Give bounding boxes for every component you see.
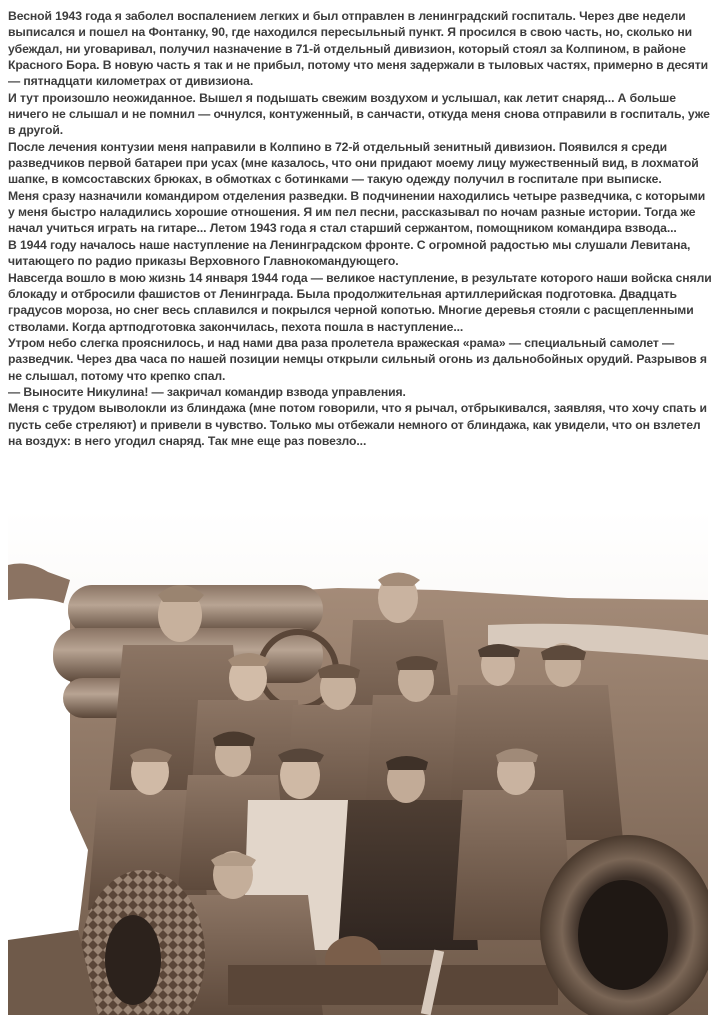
paragraph: Навсегда вошло в мою жизнь 14 января 1944 года — великое наступление, в результате которого наши войска сняли блокаду и отбросили фашистов от Ленинграда. Была продолжительная артиллерийская подготовка. Двадцать градусов мороза, но снег весь сплавился и покрылся черной копотью. Многие деревья стояли с расщепленными стволами. Когда артподготовка закончилась, пехота пошла в наступление...	[8, 270, 712, 334]
right-wheel-hub	[578, 880, 668, 990]
gun-chassis	[228, 965, 558, 1005]
paragraph: После лечения контузии меня направили в Колпино в 72-й отдельный зенитный дивизион. Появился я среди разведчиков первой батареи при усах (мне казалось, что они придают моему лицу мужественный вид, в лохматой шапке, в комсоставских брюках, в обмотках с ботинками — такую одежду получил в госпитале при выписке.	[8, 139, 699, 187]
soldiers-group-photo	[8, 510, 708, 1015]
paragraph: И тут произошло неожиданное. Вышел я подышать свежим воздухом и услышал, как летит снаряд... А больше ничего не слышал и не помнил — очнулся, контуженный, в санчасти, откуда меня снова отправили в госпиталь, уже в другой.	[8, 90, 710, 138]
paragraph: В 1944 году началось наше наступление на Ленинградском фронте. С огромной радостью мы слушали Левитана, читающего по радио приказы Верховного Главнокомандующего.	[8, 237, 691, 269]
article-body	[8, 8, 714, 449]
paragraph: Утром небо слегка прояснилось, и над нами два раза пролетела вражеская «рама» — специальный самолет — разведчик. Через два часа по нашей позиции немцы открыли сильный огонь из дальнобойных орудий. Разрывов я не слышал, потому что крепко спал.	[8, 335, 707, 383]
historical-photo	[8, 510, 708, 1015]
paragraph: Меня сразу назначили командиром отделения разведки. В подчинении находились четыре разведчика, с которыми у меня быстро наладились хорошие отношения. Я им пел песни, рассказывал по ночам разные истории. Тогда же начал учиться играть на гитаре... Летом 1943 года я стал старший сержантом, помощником командира взвода...	[8, 188, 706, 236]
paragraph: Меня с трудом выволокли из блиндажа (мне потом говорили, что я рычал, отбрыкивался, заявляя, что хочу спать и пусть себе стреляют) и привели в чувство. Только мы отбежали немного от блиндажа, как увидели, что он взлетел на воздух: в него угодил снаряд. Так мне еще раз повезло...	[8, 401, 707, 448]
left-wheel-hub	[105, 915, 161, 1005]
paragraph: — Выносите Никулина! — закричал командир взвода управления.	[8, 384, 406, 399]
paragraph: Весной 1943 года я заболел воспалением легких и был отправлен в ленинградский госпиталь. Через две недели выписался и пошел на Фонтанку, 90, где находился пересыльный пункт. Я просился в свою часть, но, сколько ни убеждал, ни уговаривал, получил назначение в 71-й отдельный дивизион, который стоял за Колпином, в районе Красного Бора. В новую часть я так и не прибыл, потому что меня задержали в тыловых частях, примерно в десяти — пятнадцати километрах от дивизиона.	[8, 9, 708, 89]
